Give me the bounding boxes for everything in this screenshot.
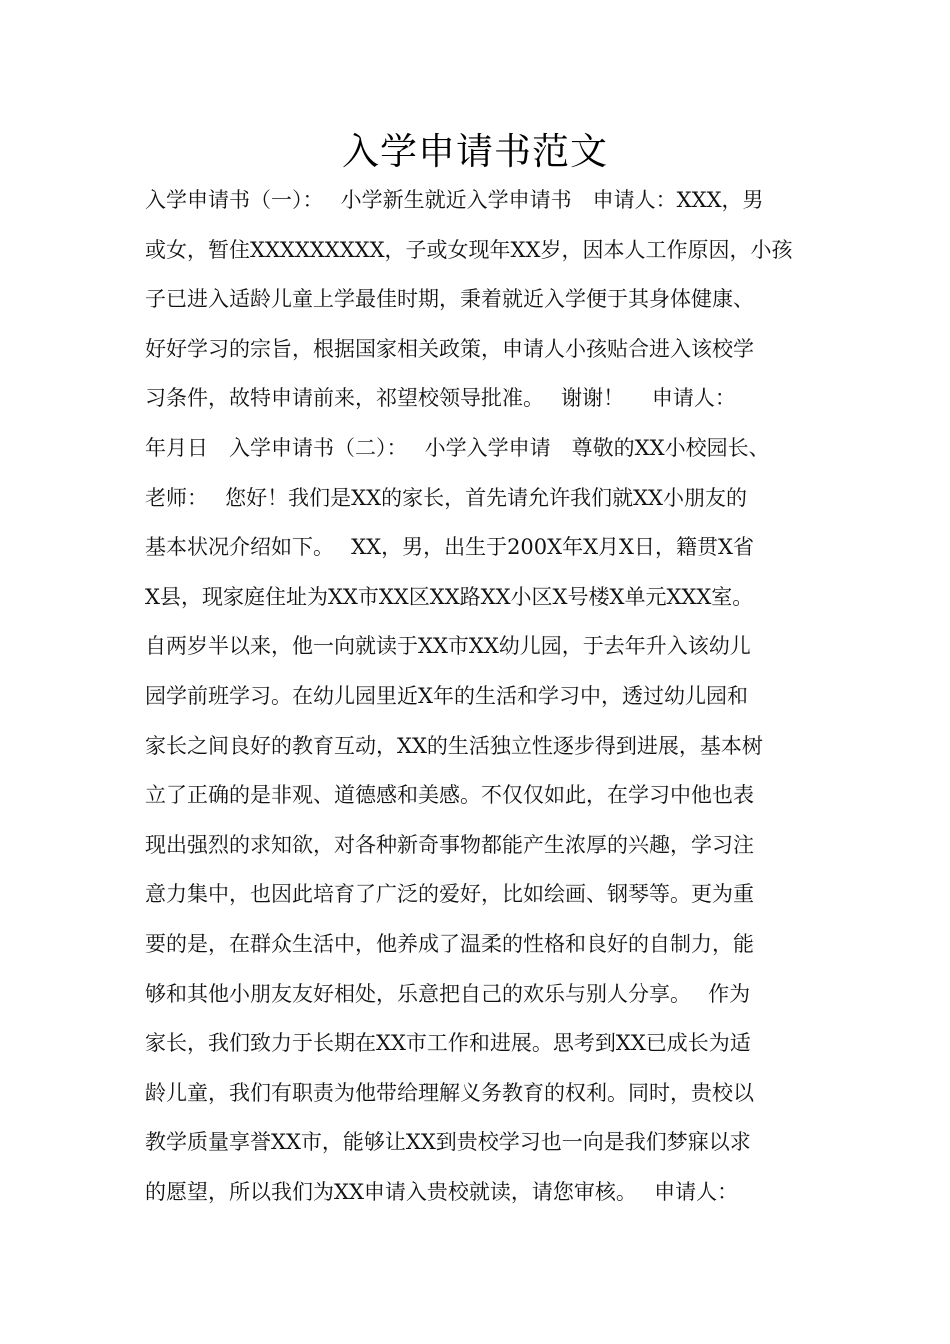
body-line: 立了正确的是非观、道德感和美感。不仅仅如此，在学习中他也表	[145, 783, 754, 808]
body-line: 年月日 入学申请书（二）： 小学入学申请 尊敬的XX小校园长、	[145, 435, 770, 460]
document-title: 入学申请书范文	[342, 130, 608, 173]
body-line: 龄儿童，我们有职责为他带给理解义务教育的权利。同时，贵校以	[145, 1080, 754, 1105]
body-line: 够和其他小朋友友好相处，乐意把自己的欢乐与别人分享。 作为	[145, 981, 751, 1006]
body-line: 或女，暂住XXXXXXXXX，子或女现年XX岁，因本人工作原因，小孩	[145, 237, 793, 262]
document-body	[145, 176, 810, 1217]
body-line: 要的是，在群众生活中，他养成了温柔的性格和良好的自制力，能	[145, 931, 754, 956]
body-line: 园学前班学习。在幼儿园里近X年的生活和学习中，透过幼儿园和	[145, 683, 748, 708]
body-line: 习条件，故特申请前来，祁望校领导批准。 谢谢！ 申请人：	[145, 386, 736, 411]
body-line: 自两岁半以来，他一向就读于XX市XX幼儿园，于去年升入该幼儿	[145, 634, 751, 659]
body-line: 意力集中，也因此培育了广泛的爱好，比如绘画、钢琴等。更为重	[145, 882, 754, 907]
body-line: 好好学习的宗旨，根据国家相关政策，申请人小孩贴合进入该校学	[145, 336, 754, 361]
body-line: 基本状况介绍如下。 XX，男，出生于200X年X月X日，籍贯X省	[145, 535, 754, 560]
body-line: 的愿望，所以我们为XX申请入贵校就读，请您审核。 申请人：	[145, 1179, 739, 1204]
body-line: 现出强烈的求知欲，对各种新奇事物都能产生浓厚的兴趣，学习注	[145, 832, 754, 857]
body-line: X县，现家庭住址为XX市XX区XX路XX小区X号楼X单元XXX室。	[145, 584, 754, 609]
body-line: 入学申请书（一）： 小学新生就近入学申请书 申请人：XXX，男	[145, 188, 764, 212]
body-line: 老师： 您好！我们是XX的家长，首先请允许我们就XX小朋友的	[145, 485, 747, 510]
body-line: 教学质量享誉XX市，能够让XX到贵校学习也一向是我们梦寐以求	[145, 1130, 751, 1155]
body-line: 家长，我们致力于长期在XX市工作和进展。思考到XX已成长为适	[145, 1031, 751, 1056]
body-line: 子已进入适龄儿童上学最佳时期，秉着就近入学便于其身体健康、	[145, 287, 754, 312]
body-line: 家长之间良好的教育互动，XX的生活独立性逐步得到进展，基本树	[145, 733, 763, 758]
